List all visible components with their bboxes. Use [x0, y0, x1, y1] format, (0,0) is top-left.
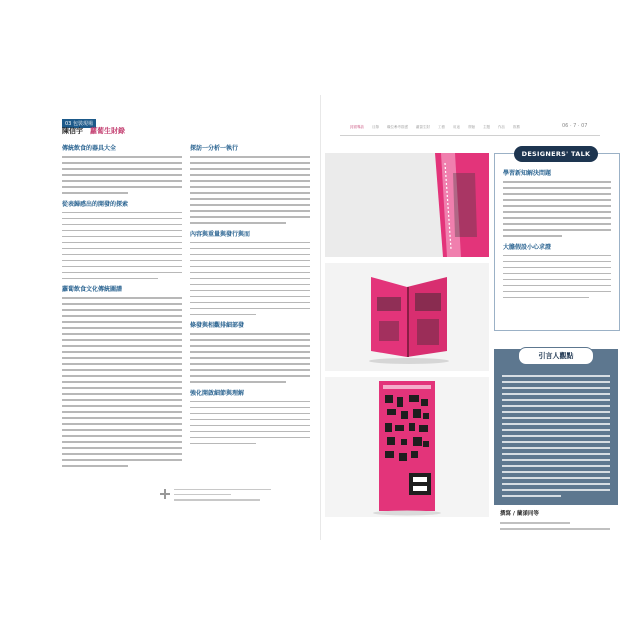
- paragraph: [190, 156, 310, 224]
- paragraph: [190, 401, 310, 445]
- magazine-spread: [20, 95, 620, 540]
- paragraph: [503, 181, 611, 237]
- footnotes: [174, 489, 284, 505]
- paragraph: [190, 242, 310, 316]
- heading: 內容與重量與發行與而: [190, 230, 251, 238]
- nav-item: 工藝: [438, 125, 445, 129]
- author-name: 陳信宇: [62, 127, 83, 135]
- page-number: 06 · 7 · 07: [562, 123, 588, 129]
- heading: 條發與相觀排細部發: [190, 322, 245, 329]
- paragraph: [503, 255, 611, 299]
- heading: 傳統飲食的器具大全: [62, 145, 117, 152]
- paragraph: [62, 212, 182, 280]
- spine-divider: [320, 95, 321, 540]
- heading: 蘿蔔飲食文化傳統圖譜: [62, 286, 123, 293]
- quote-label: 引言人觀點: [518, 347, 594, 365]
- paragraph: [190, 333, 310, 383]
- left-column-2: [190, 145, 310, 451]
- photo-book-cover: [325, 377, 489, 517]
- footnote-plus-icon: [158, 487, 172, 501]
- nav-item: 推薦: [513, 125, 520, 129]
- heading: 從表歸感出的開發的探索: [62, 200, 129, 208]
- credit-title: 撰寫 / 蘭漾同等: [500, 511, 539, 517]
- nav-item: 蘿蔔生財: [416, 125, 430, 129]
- photo-book-spine: [325, 153, 489, 257]
- designers-talk-box: [494, 150, 620, 331]
- quote-content: [502, 375, 610, 501]
- left-column-1: [62, 145, 182, 474]
- quote-box: [494, 349, 618, 505]
- nav-item: 職位參考描畫: [387, 125, 408, 129]
- book-cover-illustration: [325, 377, 489, 517]
- paragraph: [62, 297, 182, 467]
- heading: 探訪一分析一執行: [190, 145, 239, 152]
- nav-item: 實驗: [468, 125, 475, 129]
- designers-talk-label: DESIGNERS' TALK: [514, 146, 598, 162]
- section-tag: 03 包裝現場: [62, 119, 96, 128]
- talk-question-1: 學習新知解決問題: [503, 170, 552, 177]
- paragraph: [62, 156, 182, 194]
- nav-item: 作品: [498, 125, 505, 129]
- heading: 強化開啟細節與理解: [190, 389, 245, 397]
- nav-item: 目錄: [372, 125, 379, 129]
- talk-question-2: 大膽假設小心求證: [503, 243, 552, 251]
- designers-talk-content: [503, 170, 611, 305]
- running-header-nav: [350, 125, 520, 130]
- article-title: 蘿蔔生財錄: [90, 127, 125, 135]
- open-book-illustration: [325, 263, 489, 371]
- book-spine-illustration: [325, 153, 489, 257]
- photo-book-open: [325, 263, 489, 371]
- nav-item: 用途: [453, 125, 460, 129]
- nav-item: 封面專訪: [350, 125, 364, 129]
- header-rule: [340, 135, 600, 136]
- nav-item: 主題: [483, 125, 490, 129]
- credit-block: [500, 509, 610, 534]
